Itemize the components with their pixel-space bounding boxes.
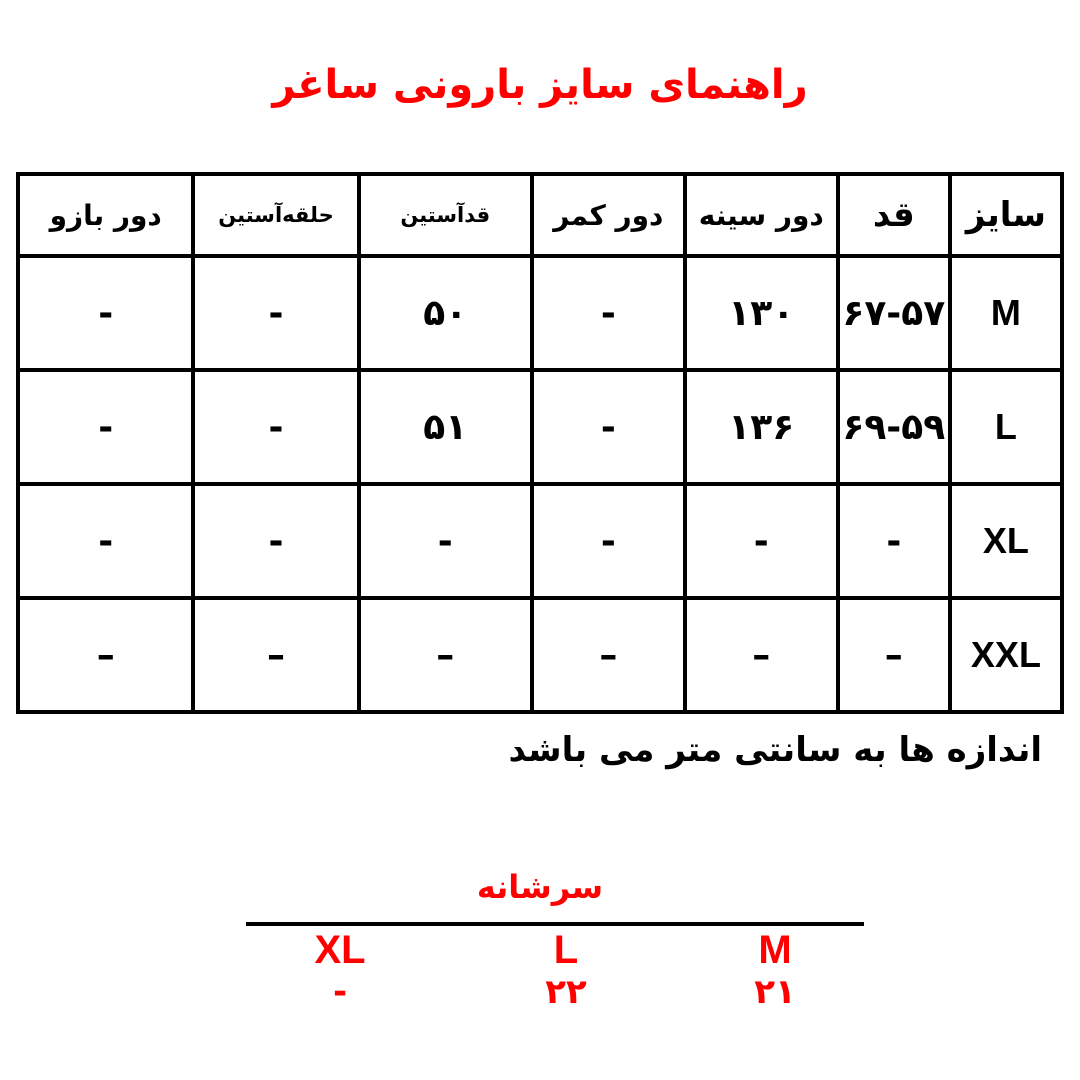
cell-waist: - <box>532 370 685 484</box>
table-row <box>18 370 1062 484</box>
cell-size: XXL <box>950 598 1062 712</box>
shoulder-title: سرشانه <box>476 868 604 906</box>
table-row <box>18 256 1062 370</box>
cell-chest: – <box>685 598 838 712</box>
cell-sleeve-length: ۵۰ <box>359 256 532 370</box>
header-arm-circumference: دور بازو <box>18 174 193 256</box>
shoulder-value: ۲۲ <box>545 972 587 1012</box>
header-armhole: حلقه‌آستین <box>193 174 358 256</box>
header-size: سایز <box>950 174 1062 256</box>
shoulder-divider <box>246 922 864 926</box>
cell-sleeve-length: ۵۱ <box>359 370 532 484</box>
shoulder-size: L <box>553 928 579 972</box>
cell-chest: ۱۳۰ <box>685 256 838 370</box>
cell-chest: ۱۳۶ <box>685 370 838 484</box>
cell-height: ۶۹-۵۹ <box>838 370 950 484</box>
cell-arm-circumference: - <box>18 484 193 598</box>
cell-size: XL <box>950 484 1062 598</box>
cell-waist: - <box>532 484 685 598</box>
page-title: راهنمای سایز بارونی ساغر <box>272 62 808 108</box>
header-chest: دور سینه <box>685 174 838 256</box>
table-row <box>18 484 1062 598</box>
shoulder-column <box>270 928 410 1012</box>
shoulder-value: ۲۱ <box>754 972 796 1012</box>
shoulder-size: XL <box>314 928 366 972</box>
cell-height: ۶۷-۵۷ <box>838 256 950 370</box>
cell-armhole: – <box>193 598 358 712</box>
cell-arm-circumference: - <box>18 256 193 370</box>
size-table <box>16 172 1064 714</box>
cell-waist: – <box>532 598 685 712</box>
header-waist: دور کمر <box>532 174 685 256</box>
cell-arm-circumference: – <box>18 598 193 712</box>
cell-chest: - <box>685 484 838 598</box>
cell-armhole: - <box>193 484 358 598</box>
units-note: اندازه ها به سانتی متر می باشد <box>508 730 1042 770</box>
cell-sleeve-length: - <box>359 484 532 598</box>
cell-size: L <box>950 370 1062 484</box>
header-sleeve-length: قدآستین <box>359 174 532 256</box>
cell-height: – <box>838 598 950 712</box>
table-header-row <box>18 174 1062 256</box>
shoulder-value: - <box>332 972 348 1012</box>
cell-height: - <box>838 484 950 598</box>
cell-sleeve-length: – <box>359 598 532 712</box>
shoulder-column <box>496 928 636 1012</box>
cell-armhole: - <box>193 370 358 484</box>
header-height: قد <box>838 174 950 256</box>
cell-arm-circumference: - <box>18 370 193 484</box>
cell-armhole: - <box>193 256 358 370</box>
cell-size: M <box>950 256 1062 370</box>
table-row <box>18 598 1062 712</box>
shoulder-column <box>705 928 845 1012</box>
cell-waist: - <box>532 256 685 370</box>
shoulder-size: M <box>758 928 792 972</box>
